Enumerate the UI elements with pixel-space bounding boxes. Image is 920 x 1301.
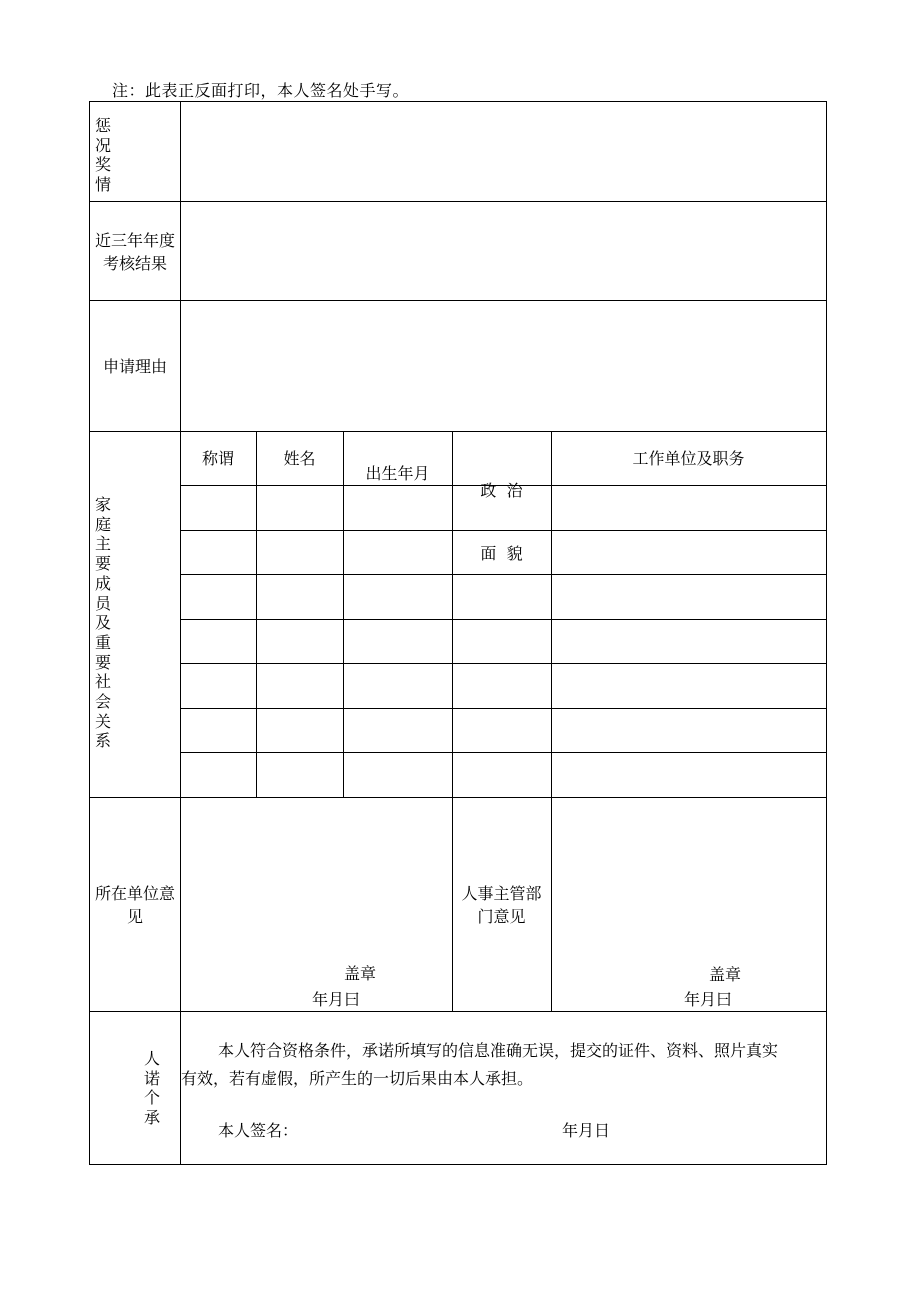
header-work: 工作单位及职务	[632, 449, 745, 468]
hr-opinion-label: 人事主管部 门意见	[461, 884, 542, 926]
rule-family-row	[180, 619, 826, 620]
unit-date: 年月曰	[312, 990, 361, 1009]
rule-family-col	[256, 431, 257, 797]
rule-family-row	[180, 752, 826, 753]
rule-family-row	[180, 663, 826, 664]
rule-opinion-bottom	[90, 1011, 826, 1012]
unit-opinion-label: 所在单位意 见	[94, 884, 175, 926]
rule-family-bottom	[90, 797, 826, 798]
awards-label: 惩况奖情	[94, 116, 111, 195]
appraisal-label: 近三年年度 考核结果	[94, 231, 175, 273]
pledge-date: 年月日	[562, 1121, 611, 1140]
hr-date: 年月曰	[684, 990, 733, 1009]
header-birth: 出生年月	[365, 464, 430, 483]
header-political: 政 治 面 貌	[480, 481, 523, 563]
header-name: 姓名	[283, 449, 316, 468]
rule-family-col	[343, 431, 344, 797]
reason-label: 申请理由	[102, 357, 167, 376]
pledge-label: 人诺个承	[143, 1049, 160, 1128]
application-form	[89, 101, 827, 1165]
pledge-text-line1: 本人符合资格条件，承诺所填写的信息准确无误，提交的证件、资料、照片真实	[218, 1041, 779, 1060]
hr-seal: 盖章	[709, 965, 742, 984]
rule-label-column	[180, 102, 181, 1164]
rule-reason-bottom	[90, 431, 826, 432]
pledge-text-line2: 有效，若有虚假，所产生的一切后果由本人承担。	[181, 1069, 534, 1088]
signature-label: 本人签名：	[218, 1121, 299, 1140]
rule-awards-bottom	[90, 201, 826, 202]
family-label: 家庭主要成员及重要社会关系	[94, 495, 111, 751]
rule-appraisal-bottom	[90, 300, 826, 301]
unit-seal: 盖章	[344, 964, 377, 983]
rule-family-row	[180, 708, 826, 709]
header-title: 称谓	[201, 449, 234, 468]
rule-family-col	[551, 431, 552, 1011]
print-note: 注：此表正反面打印，本人签名处手写。	[112, 81, 410, 100]
